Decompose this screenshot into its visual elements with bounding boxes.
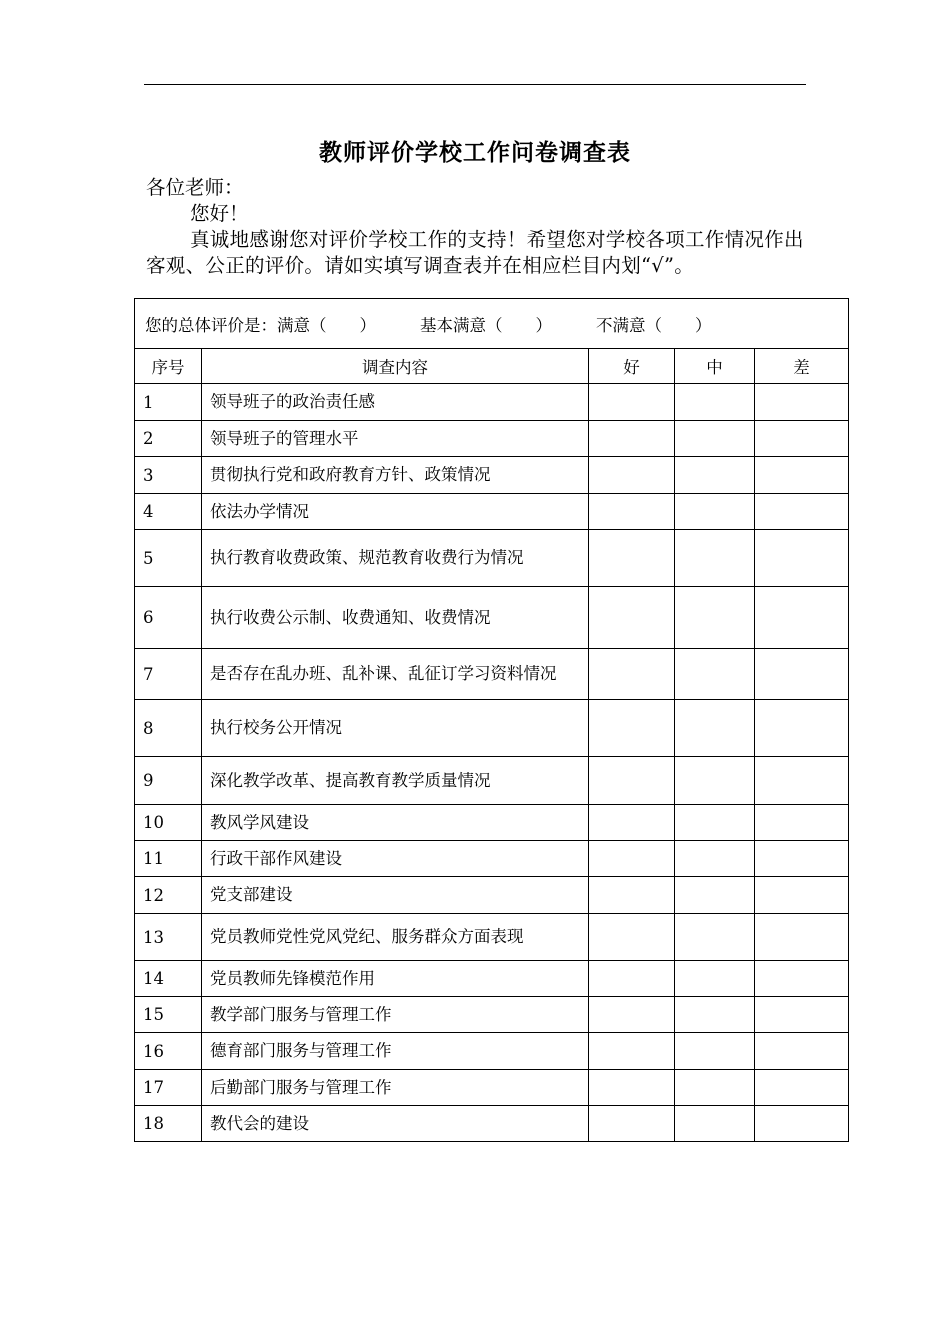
document-title: 教师评价学校工作问卷调查表 (319, 139, 631, 166)
table-row (135, 914, 849, 961)
intro-paragraph: 真诚地感谢您对评价学校工作的支持！希望您对学校各项工作情况作出客观、公正的评价。请如实填写调查表并在相应栏目内划“√”。 (146, 228, 804, 277)
table-row (135, 805, 849, 841)
rating-cell-good[interactable] (589, 530, 675, 587)
rating-cell-medium[interactable] (675, 1033, 755, 1070)
overall-label: 您的总体评价是： (145, 315, 277, 335)
option-unsatisfied[interactable]: 不满意（ ） (596, 315, 712, 335)
header-number: 序号 (135, 349, 202, 384)
table-row (135, 700, 849, 757)
rating-cell-medium[interactable] (675, 700, 755, 757)
row-number: 5 (135, 530, 202, 587)
row-number: 6 (135, 587, 202, 649)
row-number: 15 (135, 997, 202, 1033)
table-row (135, 841, 849, 877)
row-content: 领导班子的管理水平 (202, 421, 589, 457)
row-content: 领导班子的政治责任感 (202, 384, 589, 421)
rating-cell-medium[interactable] (675, 421, 755, 457)
rating-cell-good[interactable] (589, 1070, 675, 1106)
rating-cell-poor[interactable] (755, 457, 849, 494)
salutation: 各位老师： (146, 176, 244, 199)
header-good: 好 (589, 349, 675, 384)
rating-cell-poor[interactable] (755, 494, 849, 530)
rating-cell-poor[interactable] (755, 384, 849, 421)
rating-cell-good[interactable] (589, 700, 675, 757)
greeting-block (146, 175, 806, 279)
row-content: 执行教育收费政策、规范教育收费行为情况 (202, 530, 589, 587)
rating-cell-poor[interactable] (755, 805, 849, 841)
rating-cell-poor[interactable] (755, 841, 849, 877)
rating-cell-poor[interactable] (755, 757, 849, 805)
rating-cell-good[interactable] (589, 805, 675, 841)
table-row (135, 1106, 849, 1142)
rating-cell-medium[interactable] (675, 1106, 755, 1142)
rating-cell-good[interactable] (589, 961, 675, 997)
overall-rating-row (135, 299, 849, 349)
table-row (135, 457, 849, 494)
rating-cell-good[interactable] (589, 997, 675, 1033)
header-medium: 中 (675, 349, 755, 384)
rating-cell-good[interactable] (589, 494, 675, 530)
row-number: 11 (135, 841, 202, 877)
table-row (135, 384, 849, 421)
rating-cell-good[interactable] (589, 384, 675, 421)
row-number: 16 (135, 1033, 202, 1070)
option-satisfied[interactable]: 满意（ ） (277, 315, 376, 335)
row-content: 行政干部作风建设 (202, 841, 589, 877)
rating-cell-poor[interactable] (755, 914, 849, 961)
rating-cell-good[interactable] (589, 841, 675, 877)
rating-cell-poor[interactable] (755, 649, 849, 700)
header-content: 调查内容 (202, 349, 589, 384)
rating-cell-poor[interactable] (755, 587, 849, 649)
table-row (135, 1070, 849, 1106)
table-row (135, 961, 849, 997)
rating-cell-poor[interactable] (755, 421, 849, 457)
row-content: 党员教师党性党风党纪、服务群众方面表现 (202, 914, 589, 961)
rating-cell-good[interactable] (589, 914, 675, 961)
row-number: 13 (135, 914, 202, 961)
rating-cell-poor[interactable] (755, 997, 849, 1033)
rating-cell-medium[interactable] (675, 457, 755, 494)
greeting-text: 您好！ (190, 202, 249, 225)
rating-cell-poor[interactable] (755, 1106, 849, 1142)
row-number: 1 (135, 384, 202, 421)
row-number: 17 (135, 1070, 202, 1106)
table-row (135, 997, 849, 1033)
rating-cell-good[interactable] (589, 757, 675, 805)
row-content: 深化教学改革、提高教育教学质量情况 (202, 757, 589, 805)
rating-cell-good[interactable] (589, 587, 675, 649)
row-content: 是否存在乱办班、乱补课、乱征订学习资料情况 (202, 649, 589, 700)
row-content: 教风学风建设 (202, 805, 589, 841)
row-content: 依法办学情况 (202, 494, 589, 530)
table-row (135, 494, 849, 530)
rating-cell-good[interactable] (589, 1106, 675, 1142)
rating-cell-medium[interactable] (675, 914, 755, 961)
rating-cell-good[interactable] (589, 1033, 675, 1070)
header-rule (144, 84, 806, 85)
rating-cell-poor[interactable] (755, 1033, 849, 1070)
table-row (135, 757, 849, 805)
table-header-row (135, 349, 849, 384)
row-content: 贯彻执行党和政府教育方针、政策情况 (202, 457, 589, 494)
rating-cell-medium[interactable] (675, 877, 755, 914)
row-content: 党支部建设 (202, 877, 589, 914)
survey-table (134, 298, 849, 1142)
row-number: 7 (135, 649, 202, 700)
row-number: 18 (135, 1106, 202, 1142)
rating-cell-poor[interactable] (755, 530, 849, 587)
row-content: 执行收费公示制、收费通知、收费情况 (202, 587, 589, 649)
rating-cell-medium[interactable] (675, 384, 755, 421)
table-row (135, 877, 849, 914)
rating-cell-poor[interactable] (755, 700, 849, 757)
table-row (135, 649, 849, 700)
row-number: 4 (135, 494, 202, 530)
table-row (135, 530, 849, 587)
row-content: 党员教师先锋模范作用 (202, 961, 589, 997)
rating-cell-medium[interactable] (675, 494, 755, 530)
row-number: 14 (135, 961, 202, 997)
rating-cell-medium[interactable] (675, 649, 755, 700)
overall-rating-cell (135, 299, 849, 349)
table-row (135, 421, 849, 457)
row-number: 2 (135, 421, 202, 457)
rating-cell-poor[interactable] (755, 1070, 849, 1106)
row-content: 德育部门服务与管理工作 (202, 1033, 589, 1070)
rating-cell-medium[interactable] (675, 961, 755, 997)
rating-cell-medium[interactable] (675, 1070, 755, 1106)
option-basically-satisfied[interactable]: 基本满意（ ） (420, 315, 552, 335)
row-number: 3 (135, 457, 202, 494)
row-content: 执行校务公开情况 (202, 700, 589, 757)
rating-cell-medium[interactable] (675, 997, 755, 1033)
row-content: 后勤部门服务与管理工作 (202, 1070, 589, 1106)
rating-cell-good[interactable] (589, 649, 675, 700)
rating-cell-poor[interactable] (755, 961, 849, 997)
header-poor: 差 (755, 349, 849, 384)
row-content: 教学部门服务与管理工作 (202, 997, 589, 1033)
table-row (135, 587, 849, 649)
rating-cell-good[interactable] (589, 421, 675, 457)
rating-cell-medium[interactable] (675, 841, 755, 877)
row-content: 教代会的建设 (202, 1106, 589, 1142)
row-number: 10 (135, 805, 202, 841)
rating-cell-medium[interactable] (675, 587, 755, 649)
row-number: 9 (135, 757, 202, 805)
rating-cell-medium[interactable] (675, 757, 755, 805)
row-number: 8 (135, 700, 202, 757)
rating-cell-medium[interactable] (675, 805, 755, 841)
table-row (135, 1033, 849, 1070)
rating-cell-medium[interactable] (675, 530, 755, 587)
rating-cell-good[interactable] (589, 877, 675, 914)
row-number: 12 (135, 877, 202, 914)
rating-cell-good[interactable] (589, 457, 675, 494)
rating-cell-poor[interactable] (755, 877, 849, 914)
